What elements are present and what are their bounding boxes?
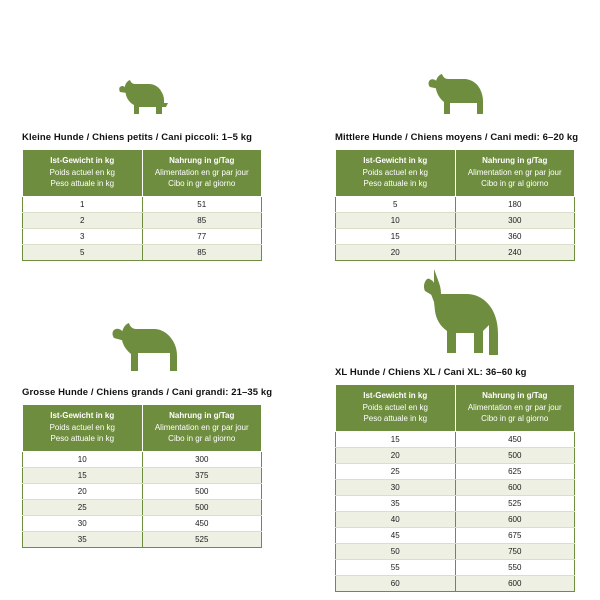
column-header-food	[455, 150, 575, 197]
header-food-fr: Alimentation en gr par jour	[467, 167, 562, 177]
header-weight-it: Peso attuale in kg	[363, 179, 428, 189]
cell-food: 600	[455, 575, 575, 591]
cell-food: 500	[455, 447, 575, 463]
cell-food: 51	[142, 196, 262, 212]
header-food-de: Nahrung in g/Tag	[169, 411, 235, 420]
page-title: Kleine Hunde / Chiens petits / Cani piccoli: 1–5 kg	[22, 132, 252, 143]
page-title: Grosse Hunde / Chiens grands / Cani grandi: 21–35 kg	[22, 387, 273, 398]
table-row	[23, 212, 262, 228]
column-header-food	[142, 150, 262, 197]
cell-food: 500	[142, 483, 262, 499]
cell-weight: 55	[336, 559, 456, 575]
cell-food: 450	[455, 431, 575, 447]
cell-food: 77	[142, 228, 262, 244]
header-weight-de: Ist-Gewicht in kg	[50, 156, 115, 165]
cell-food: 300	[455, 212, 575, 228]
cell-food: 600	[455, 511, 575, 527]
cell-food: 525	[142, 531, 262, 547]
header-food-fr: Alimentation en gr par jour	[154, 422, 249, 432]
table-row	[23, 483, 262, 499]
cell-weight: 5	[336, 196, 456, 212]
table-body-small	[23, 196, 262, 260]
cell-weight: 20	[336, 244, 456, 260]
table-row	[23, 244, 262, 260]
header-food-de: Nahrung in g/Tag	[169, 156, 235, 165]
header-food-de: Nahrung in g/Tag	[482, 156, 548, 165]
cell-food: 750	[455, 543, 575, 559]
cell-food: 180	[455, 196, 575, 212]
feeding-table-medium	[335, 149, 575, 261]
header-food-it: Cibo in gr al giorno	[481, 179, 549, 189]
feeding-table-xl	[335, 384, 575, 592]
panel-large-dogs	[22, 315, 273, 548]
header-weight-fr: Poids actuel en kg	[49, 167, 115, 177]
medium-dog-icon	[335, 60, 575, 122]
cell-weight: 1	[23, 196, 143, 212]
cell-food: 240	[455, 244, 575, 260]
cell-weight: 40	[336, 511, 456, 527]
cell-weight: 10	[23, 451, 143, 467]
page-title: XL Hunde / Chiens XL / Cani XL: 36–60 kg	[335, 367, 527, 378]
xl-dog-icon	[335, 265, 575, 357]
cell-food: 360	[455, 228, 575, 244]
table-row	[336, 212, 575, 228]
table-row	[23, 228, 262, 244]
header-food-de: Nahrung in g/Tag	[482, 391, 548, 400]
large-dog-icon	[22, 315, 262, 377]
table-row	[336, 479, 575, 495]
cell-weight: 15	[336, 431, 456, 447]
small-dog-icon	[22, 60, 262, 122]
panel-medium-dogs	[335, 60, 579, 261]
cell-weight: 35	[23, 531, 143, 547]
cell-food: 85	[142, 244, 262, 260]
cell-food: 300	[142, 451, 262, 467]
table-body-large	[23, 451, 262, 547]
table-header-row	[23, 405, 262, 452]
header-food-it: Cibo in gr al giorno	[481, 414, 549, 424]
header-weight-de: Ist-Gewicht in kg	[363, 391, 428, 400]
table-row	[336, 575, 575, 591]
column-header-food	[455, 385, 575, 432]
panel-xl-dogs	[335, 265, 575, 592]
table-row	[336, 447, 575, 463]
header-weight-de: Ist-Gewicht in kg	[50, 411, 115, 420]
cell-weight: 25	[336, 463, 456, 479]
table-row	[336, 228, 575, 244]
cell-weight: 15	[336, 228, 456, 244]
column-header-food	[142, 405, 262, 452]
header-weight-fr: Poids actuel en kg	[362, 167, 428, 177]
header-food-fr: Alimentation en gr par jour	[154, 167, 249, 177]
cell-food: 600	[455, 479, 575, 495]
column-header-weight	[23, 150, 143, 197]
cell-food: 625	[455, 463, 575, 479]
header-weight-it: Peso attuale in kg	[50, 179, 115, 189]
table-row	[336, 244, 575, 260]
table-row	[336, 495, 575, 511]
cell-weight: 10	[336, 212, 456, 228]
cell-weight: 30	[23, 515, 143, 531]
cell-weight: 25	[23, 499, 143, 515]
cell-weight: 3	[23, 228, 143, 244]
table-row	[23, 531, 262, 547]
table-body-medium	[336, 196, 575, 260]
feeding-table-small	[22, 149, 262, 261]
header-weight-it: Peso attuale in kg	[363, 414, 428, 424]
table-row	[23, 451, 262, 467]
table-header-row	[23, 150, 262, 197]
cell-food: 500	[142, 499, 262, 515]
cell-weight: 30	[336, 479, 456, 495]
table-row	[336, 463, 575, 479]
table-row	[336, 527, 575, 543]
page-title: Mittlere Hunde / Chiens moyens / Cani medi: 6–20 kg	[335, 132, 579, 143]
cell-weight: 50	[336, 543, 456, 559]
header-weight-fr: Poids actuel en kg	[362, 402, 428, 412]
header-weight-de: Ist-Gewicht in kg	[363, 156, 428, 165]
table-row	[23, 515, 262, 531]
column-header-weight	[336, 150, 456, 197]
header-food-it: Cibo in gr al giorno	[168, 434, 236, 444]
cell-weight: 20	[336, 447, 456, 463]
cell-weight: 45	[336, 527, 456, 543]
cell-food: 550	[455, 559, 575, 575]
cell-weight: 2	[23, 212, 143, 228]
cell-food: 85	[142, 212, 262, 228]
column-header-weight	[336, 385, 456, 432]
header-food-it: Cibo in gr al giorno	[168, 179, 236, 189]
header-weight-it: Peso attuale in kg	[50, 434, 115, 444]
table-row	[336, 511, 575, 527]
table-row	[23, 467, 262, 483]
cell-food: 375	[142, 467, 262, 483]
cell-weight: 60	[336, 575, 456, 591]
column-header-weight	[23, 405, 143, 452]
table-row	[336, 543, 575, 559]
feeding-table-large	[22, 404, 262, 548]
cell-weight: 15	[23, 467, 143, 483]
table-row	[336, 196, 575, 212]
cell-food: 525	[455, 495, 575, 511]
table-header-row	[336, 385, 575, 432]
cell-weight: 20	[23, 483, 143, 499]
table-row	[336, 431, 575, 447]
table-header-row	[336, 150, 575, 197]
table-body-xl	[336, 431, 575, 591]
header-food-fr: Alimentation en gr par jour	[467, 402, 562, 412]
cell-weight: 5	[23, 244, 143, 260]
table-row	[336, 559, 575, 575]
cell-weight: 35	[336, 495, 456, 511]
panel-small-dogs	[22, 60, 262, 261]
cell-food: 450	[142, 515, 262, 531]
table-row	[23, 499, 262, 515]
cell-food: 675	[455, 527, 575, 543]
header-weight-fr: Poids actuel en kg	[49, 422, 115, 432]
table-row	[23, 196, 262, 212]
